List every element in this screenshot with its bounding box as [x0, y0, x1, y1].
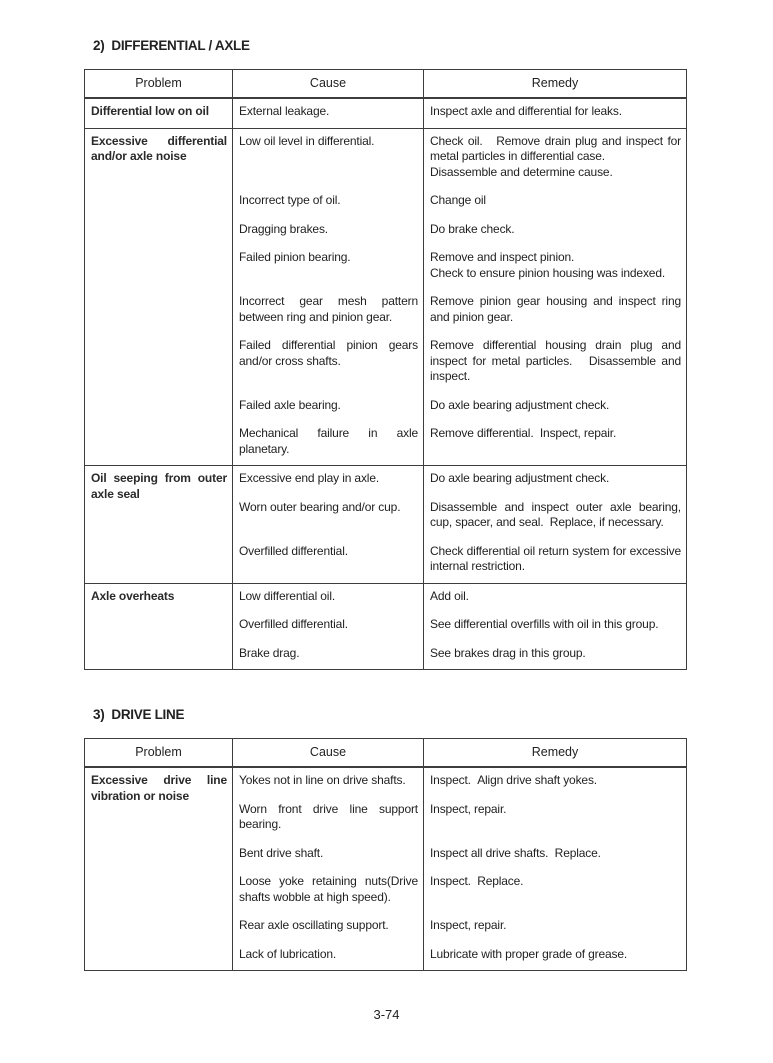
remedy-cell: Inspect, repair. — [424, 797, 687, 841]
problem-cell: Axle overheats — [85, 583, 233, 670]
table-row — [85, 767, 687, 797]
section-number: 3) — [93, 707, 105, 722]
cause-cell: Mechanical failure in axle planetary. — [233, 421, 424, 466]
problem-cell: Oil seeping from outer axle seal — [85, 466, 233, 584]
problem-cell: Excessive differential and/or axle noise — [85, 128, 233, 466]
cause-cell: Rear axle oscillating support. — [233, 913, 424, 942]
remedy-cell: Lubricate with proper grade of grease. — [424, 942, 687, 971]
drive-line-troubleshooting-table — [84, 738, 687, 971]
table-row — [85, 98, 687, 128]
cause-cell: Overfilled differential. — [233, 539, 424, 584]
cause-cell: Yokes not in line on drive shafts. — [233, 767, 424, 797]
cause-cell: Low oil level in differential. — [233, 128, 424, 188]
problem-cell: Differential low on oil — [85, 98, 233, 128]
remedy-cell: Check differential oil return system for excessive internal restriction. — [424, 539, 687, 584]
cause-cell: Failed differential pinion gears and/or cross shafts. — [233, 333, 424, 393]
table-row — [85, 466, 687, 495]
page-content — [84, 38, 686, 971]
differential-axle-troubleshooting-table — [84, 69, 687, 670]
header-row — [85, 70, 687, 99]
remedy-cell: Check oil. Remove drain plug and inspect for metal particles in differential case. Disassemble and determine cause. — [424, 128, 687, 188]
cause-cell: Failed axle bearing. — [233, 393, 424, 422]
remedy-cell: Inspect. Replace. — [424, 869, 687, 913]
cause-cell: Brake drag. — [233, 641, 424, 670]
remedy-cell: See differential overfills with oil in this group. — [424, 612, 687, 641]
cause-cell: Worn front drive line support bearing. — [233, 797, 424, 841]
column-header-cause: Cause — [233, 70, 424, 99]
header-row — [85, 739, 687, 768]
page-number: 3-74 — [373, 1007, 400, 1022]
section-differential-axle — [84, 38, 686, 670]
column-header-remedy: Remedy — [424, 739, 687, 768]
column-header-problem: Problem — [85, 739, 233, 768]
section-title — [93, 707, 686, 722]
table-header-row — [85, 739, 687, 768]
cause-cell: Lack of lubrication. — [233, 942, 424, 971]
remedy-cell: See brakes drag in this group. — [424, 641, 687, 670]
cause-cell: Incorrect type of oil. — [233, 188, 424, 217]
cause-cell: Low differential oil. — [233, 583, 424, 612]
section-drive-line — [84, 707, 686, 971]
remedy-cell: Remove and inspect pinion. Check to ensure pinion housing was indexed. — [424, 245, 687, 289]
problem-cell: Excessive drive line vibration or noise — [85, 767, 233, 971]
cause-cell: Incorrect gear mesh pattern between ring and pinion gear. — [233, 289, 424, 333]
cause-cell: Bent drive shaft. — [233, 841, 424, 870]
cause-cell: External leakage. — [233, 98, 424, 128]
remedy-cell: Do brake check. — [424, 217, 687, 246]
section-number: 2) — [93, 38, 105, 53]
remedy-cell: Remove differential. Inspect, repair. — [424, 421, 687, 466]
section-title-text: DRIVE LINE — [111, 707, 185, 722]
remedy-cell: Inspect all drive shafts. Replace. — [424, 841, 687, 870]
cause-cell: Failed pinion bearing. — [233, 245, 424, 289]
table-row — [85, 128, 687, 188]
remedy-cell: Inspect, repair. — [424, 913, 687, 942]
column-header-problem: Problem — [85, 70, 233, 99]
table-header-row — [85, 70, 687, 99]
remedy-cell: Inspect. Align drive shaft yokes. — [424, 767, 687, 797]
column-header-cause: Cause — [233, 739, 424, 768]
cause-cell: Excessive end play in axle. — [233, 466, 424, 495]
remedy-cell: Disassemble and inspect outer axle bearing, cup, spacer, and seal. Replace, if necessary. — [424, 495, 687, 539]
section-title-text: DIFFERENTIAL / AXLE — [111, 38, 250, 53]
table-body — [85, 98, 687, 670]
remedy-cell: Change oil — [424, 188, 687, 217]
table-row — [85, 583, 687, 612]
remedy-cell: Inspect axle and differential for leaks. — [424, 98, 687, 128]
cause-cell: Overfilled differential. — [233, 612, 424, 641]
cause-cell: Dragging brakes. — [233, 217, 424, 246]
remedy-cell: Do axle bearing adjustment check. — [424, 393, 687, 422]
remedy-cell: Add oil. — [424, 583, 687, 612]
section-title — [93, 38, 686, 53]
column-header-remedy: Remedy — [424, 70, 687, 99]
remedy-cell: Do axle bearing adjustment check. — [424, 466, 687, 495]
remedy-cell: Remove pinion gear housing and inspect ring and pinion gear. — [424, 289, 687, 333]
table-body — [85, 767, 687, 971]
cause-cell: Loose yoke retaining nuts(Drive shafts wobble at high speed). — [233, 869, 424, 913]
cause-cell: Worn outer bearing and/or cup. — [233, 495, 424, 539]
remedy-cell: Remove differential housing drain plug and inspect for metal particles. Disassemble and inspect. — [424, 333, 687, 393]
